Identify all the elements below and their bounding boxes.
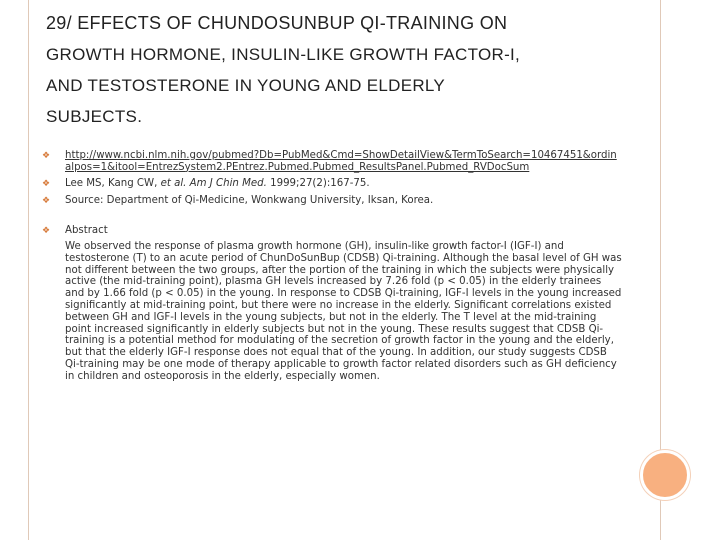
- list-item-link: [42, 150, 622, 174]
- list-item-abstract: [42, 225, 622, 382]
- title-line-2: GROWTH HORMONE, INSULIN-LIKE GROWTH FACTOR-I,: [46, 45, 521, 64]
- title-line-3: AND TESTOSTERONE IN YOUNG AND ELDERLY: [46, 76, 446, 95]
- decorative-circle: [640, 450, 690, 500]
- citation-etal: et al.: [160, 177, 187, 189]
- content-list: [42, 150, 622, 383]
- source-text: Source: Department of Qi-Medicine, Wonkwang University, Iksan, Korea.: [65, 195, 434, 207]
- abstract-text: We observed the response of plasma growth hormone (GH), insulin-like growth factor-I (IGF-I) and testosterone (T) to an acute period of ChunDoSunBup (CDSB) Qi-training. Although the basal level of GH was not different between the two groups, after the portion of the training in which the subjects were physically active (the mid-training point), plasma GH levels increased by 7.26 fold (p < 0.05) in the elderly trainees and by 1.66 fold (p < 0.05) in the young. In response to CDSB Qi-training, IGF-I levels in the young increased significantly at mid-training point, but there were no increase in the elderly. Significant correlations existed between GH and IGF-I levels in the young subjects, but not in the elderly. The T level at the mid-training point increased significantly in elderly subjects but not in the young. These results suggest that CDSB Qi-training is a potential method for modulating of the secretion of growth factor in the young and the elderly, but that the elderly IGF-I response does not equal that of the young. In addition, our study suggests CDSB Qi-training may be one mode of therapy applicable to growth factor related disorders such as GH deficiency in children and osteoporosis in the elderly, especially women.: [65, 240, 622, 382]
- diamond-bullet-icon: ❖: [42, 226, 51, 237]
- diamond-bullet-icon: ❖: [42, 151, 51, 161]
- citation-rest: 1999;27(2):167-75.: [266, 177, 370, 189]
- diamond-bullet-icon: ❖: [42, 178, 51, 189]
- abstract-heading: Abstract: [65, 225, 108, 237]
- diamond-bullet-icon: ❖: [42, 196, 51, 207]
- title-line-4: SUBJECTS.: [46, 107, 143, 126]
- list-item-citation: [42, 178, 622, 190]
- list-item-source: [42, 195, 622, 207]
- title-line-1: 29/ EFFECTS OF CHUNDOSUNBUP QI-TRAINING ON: [46, 13, 508, 33]
- citation-journal: Am J Chin Med.: [186, 177, 267, 189]
- pubmed-link[interactable]: http://www.ncbi.nlm.nih.gov/pubmed?Db=PubMed&Cmd=ShowDetailView&TermToSearch=10467451&ordinalpos=1&itool=EntrezSystem2.PEntrez.Pubmed.Pubmed_ResultsPanel.Pubmed_RVDocSum: [65, 150, 617, 173]
- slide-title: [46, 8, 646, 132]
- left-border-line: [28, 0, 29, 540]
- citation-authors: Lee MS, Kang CW,: [65, 177, 161, 189]
